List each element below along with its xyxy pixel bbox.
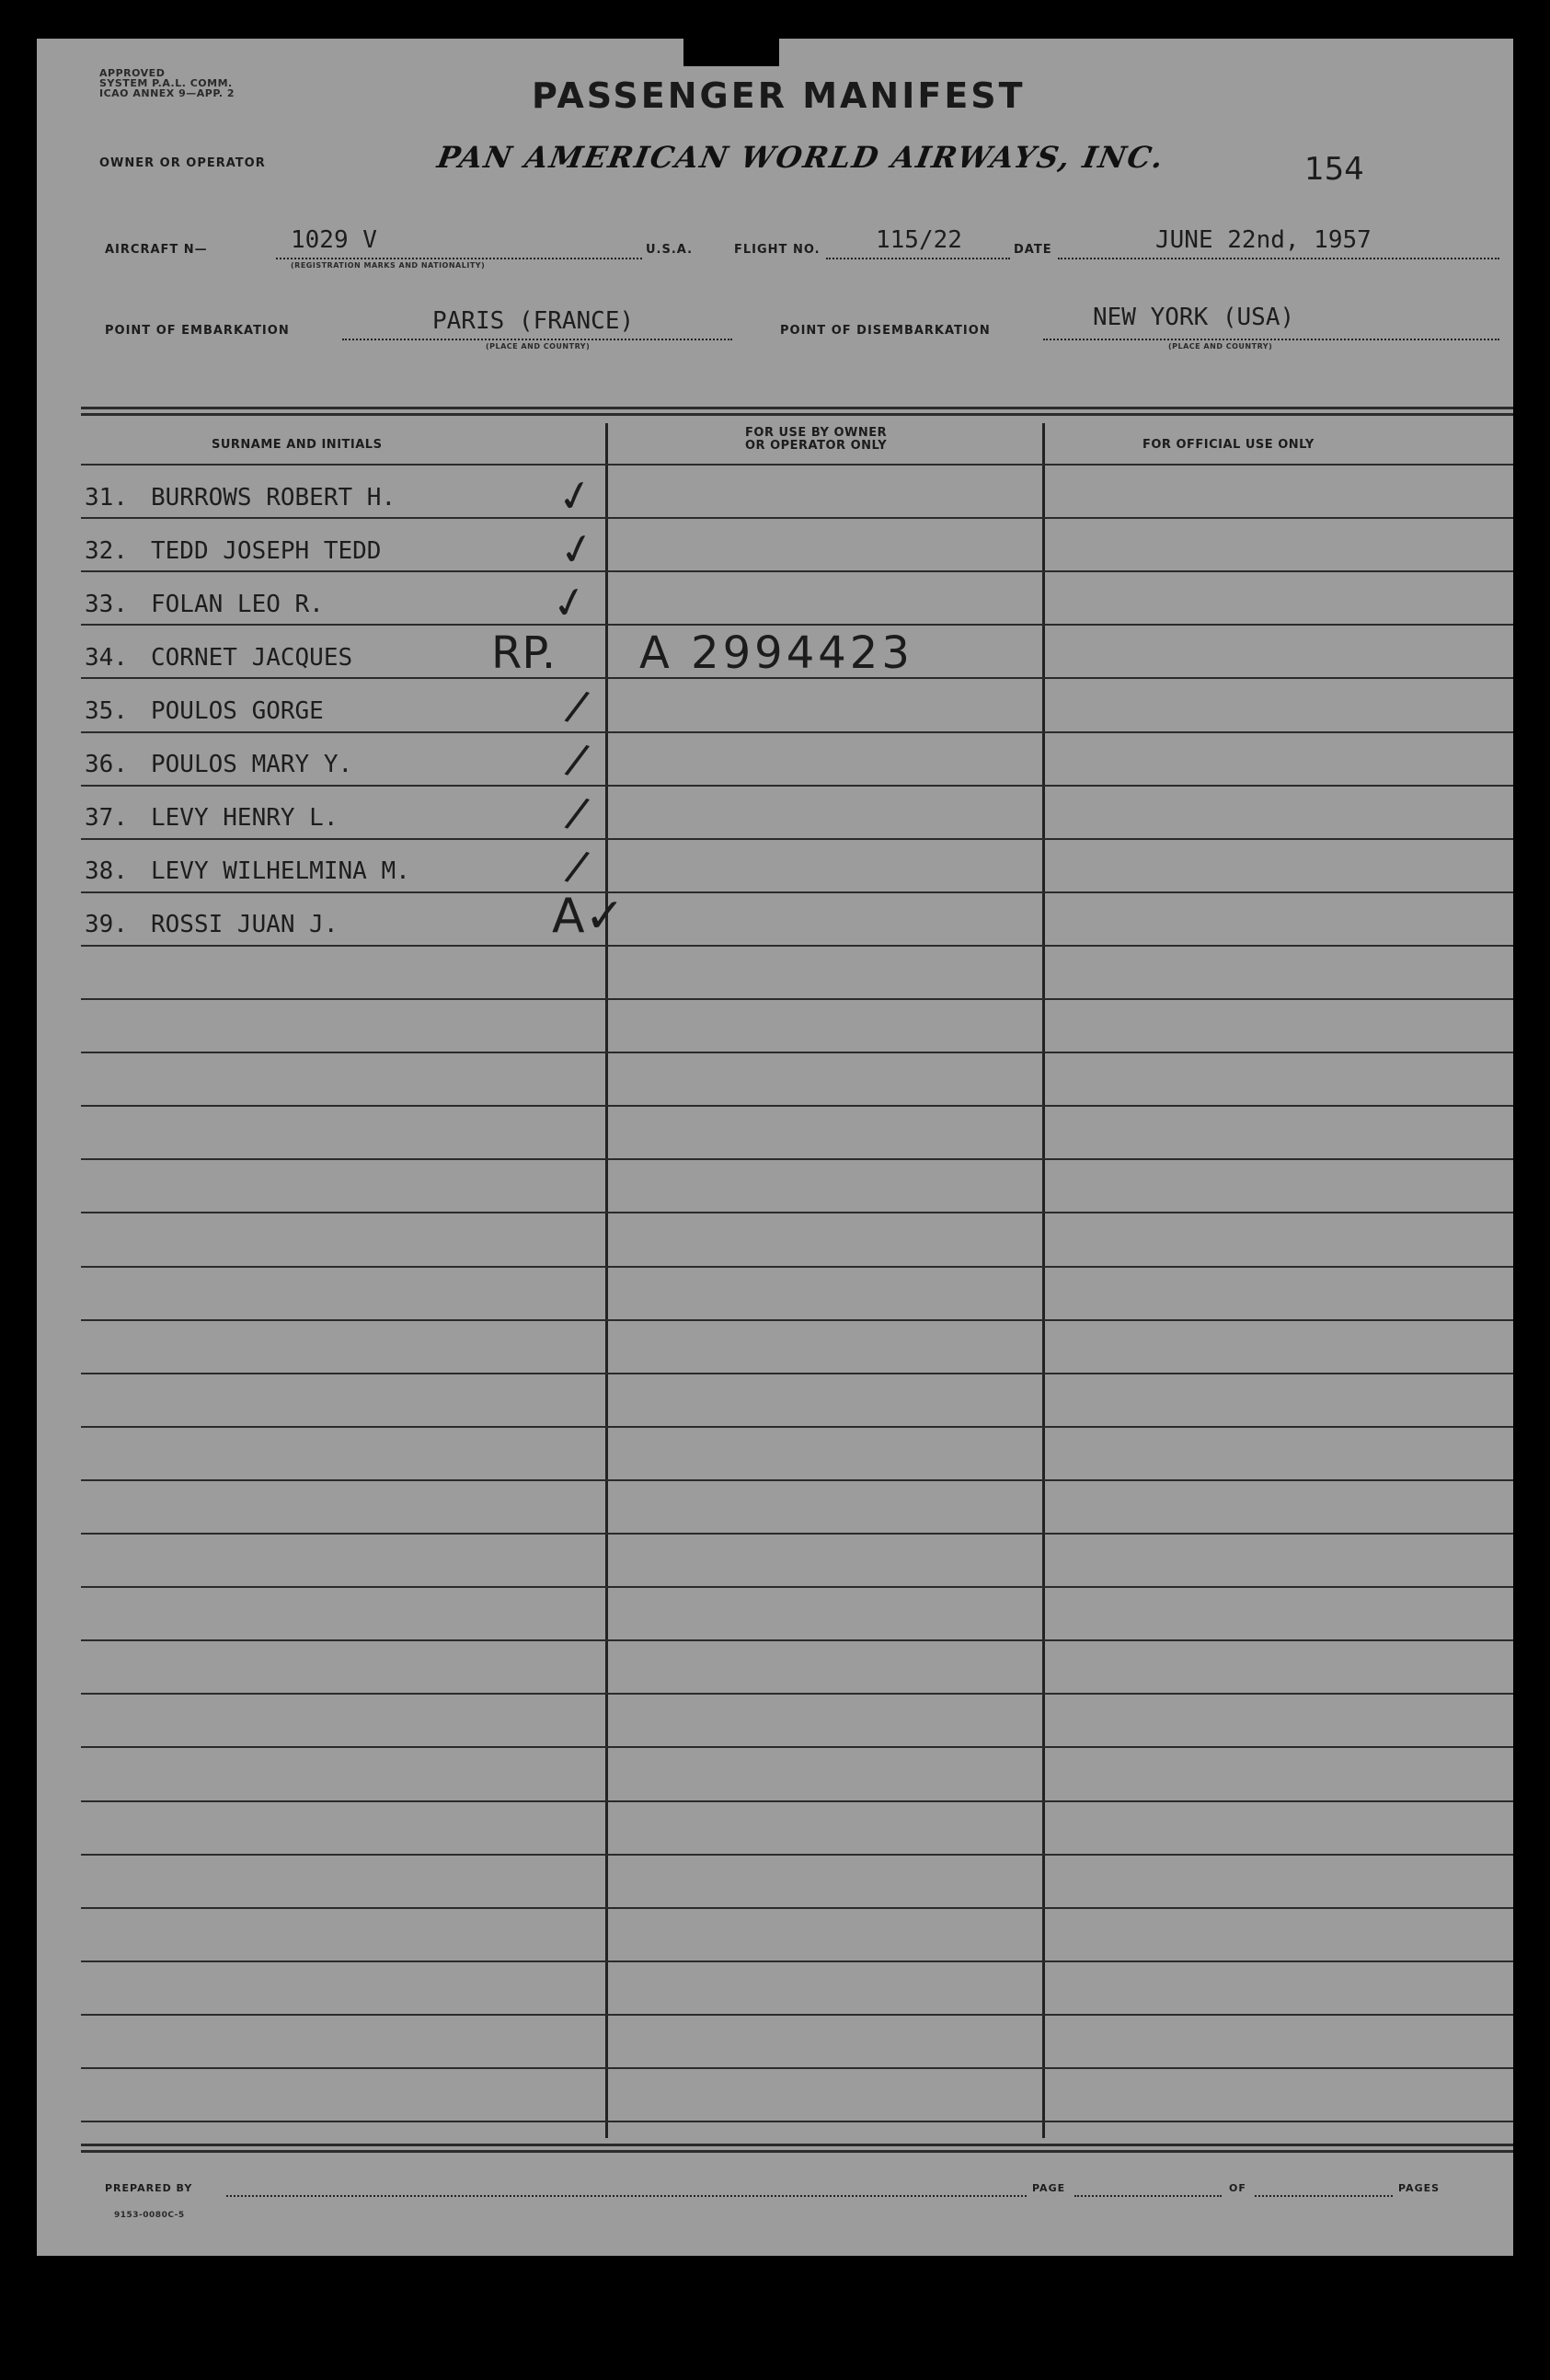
footer-rule-bottom	[81, 2150, 1513, 2153]
aircraft-label: AIRCRAFT N—	[105, 243, 208, 257]
check-mark: ✓	[546, 574, 592, 631]
ruled-line	[81, 2014, 1513, 2016]
prepared-by-label: PREPARED BY	[105, 2182, 193, 2194]
aircraft-underline	[276, 258, 642, 259]
ruled-line	[81, 517, 1513, 519]
aircraft-value: 1029 V	[291, 226, 377, 254]
passenger-number: 31.	[85, 484, 128, 512]
ruled-line	[81, 1746, 1513, 1748]
flight-underline	[826, 258, 1010, 259]
ruled-line	[81, 998, 1513, 1000]
ruled-line	[81, 2067, 1513, 2069]
passenger-number: 33.	[85, 591, 128, 618]
embark-value: PARIS (FRANCE)	[432, 307, 635, 335]
ruled-line	[81, 624, 1513, 626]
ruled-line	[81, 1639, 1513, 1641]
col-surname-header: SURNAME AND INITIALS	[212, 438, 383, 452]
tick-mark: /	[562, 786, 593, 839]
check-mark: ✓	[552, 467, 598, 524]
approval-line: APPROVED	[99, 67, 166, 79]
header-rule-top	[81, 407, 1513, 409]
pages-label: PAGES	[1398, 2182, 1441, 2194]
passenger-number: 32.	[85, 537, 128, 565]
handwritten-initials: A✓	[552, 889, 626, 944]
ruled-line	[81, 570, 1513, 572]
col-official-header: FOR OFFICIAL USE ONLY	[1142, 438, 1315, 452]
aircraft-sublabel: (REGISTRATION MARKS AND NATIONALITY)	[291, 261, 486, 270]
ruled-line	[81, 1266, 1513, 1268]
ruled-line	[81, 945, 1513, 947]
col-owner-header-line: FOR USE BY OWNER	[745, 426, 888, 440]
page-label: PAGE	[1032, 2182, 1066, 2194]
passenger-number: 38.	[85, 857, 128, 885]
page-title: PASSENGER MANIFEST	[532, 75, 1026, 116]
ruled-line	[81, 2121, 1513, 2122]
owner-label: OWNER OR OPERATOR	[99, 156, 266, 170]
ruled-line	[81, 1426, 1513, 1428]
disembark-sublabel: (PLACE AND COUNTRY)	[1168, 342, 1273, 351]
ruled-line	[81, 1693, 1513, 1695]
approval-line: SYSTEM P.A.L. COMM.	[99, 77, 233, 89]
ruled-line	[81, 1373, 1513, 1374]
ruled-line	[81, 731, 1513, 733]
manifest-sheet	[37, 39, 1513, 2256]
page-number-handwritten: 154	[1304, 151, 1364, 188]
ruled-line	[81, 1586, 1513, 1588]
owner-value: PAN AMERICAN WORLD AIRWAYS, INC.	[434, 140, 1168, 175]
embark-underline	[342, 339, 732, 340]
passenger-name: ROSSI JUAN J.	[151, 911, 339, 938]
disembark-value: NEW YORK (USA)	[1093, 304, 1295, 331]
handwritten-annotation: A 2994423	[639, 627, 913, 679]
tick-mark: /	[562, 679, 593, 732]
column-divider-1	[605, 423, 608, 2138]
date-label: DATE	[1014, 243, 1052, 257]
prepared-by-underline	[226, 2195, 1027, 2197]
ruled-line	[81, 838, 1513, 840]
col-owner-header-line: OR OPERATOR ONLY	[745, 439, 888, 453]
passenger-name: FOLAN LEO R.	[151, 591, 324, 618]
passenger-number: 34.	[85, 644, 128, 672]
ruled-line	[81, 1960, 1513, 1962]
col-owner-header	[745, 427, 887, 453]
passenger-name: LEVY WILHELMINA M.	[151, 857, 410, 885]
form-number: 9153-0080C-5	[114, 2211, 185, 2220]
tick-mark: /	[562, 839, 593, 892]
of-underline	[1255, 2195, 1393, 2197]
passenger-name: POULOS GORGE	[151, 697, 324, 725]
ruled-line	[81, 464, 1513, 466]
page-underline	[1074, 2195, 1222, 2197]
passenger-number: 36.	[85, 751, 128, 778]
ruled-line	[81, 1052, 1513, 1053]
flight-value: 115/22	[876, 226, 962, 254]
check-mark: ✓	[554, 521, 600, 578]
disembark-underline	[1043, 339, 1499, 340]
passenger-name: CORNET JACQUES	[151, 644, 353, 672]
embark-label: POINT OF EMBARKATION	[105, 324, 290, 338]
date-underline	[1058, 258, 1499, 259]
ruled-line	[81, 1800, 1513, 1802]
approval-line: ICAO ANNEX 9—APP. 2	[99, 87, 235, 99]
ruled-line	[81, 785, 1513, 787]
passenger-name: TEDD JOSEPH TEDD	[151, 537, 382, 565]
disembark-label: POINT OF DISEMBARKATION	[780, 324, 991, 338]
ruled-line	[81, 1479, 1513, 1481]
ruled-line	[81, 1105, 1513, 1107]
embark-sublabel: (PLACE AND COUNTRY)	[486, 342, 591, 351]
ruled-line	[81, 1533, 1513, 1535]
handwritten-initials: RP.	[491, 627, 557, 679]
passenger-number: 37.	[85, 804, 128, 832]
tick-mark: /	[562, 732, 593, 786]
passenger-number: 39.	[85, 911, 128, 938]
passenger-name: BURROWS ROBERT H.	[151, 484, 396, 512]
approval-block	[99, 68, 235, 98]
usa-label: U.S.A.	[646, 243, 694, 257]
passenger-name: LEVY HENRY L.	[151, 804, 339, 832]
ruled-line	[81, 1854, 1513, 1856]
of-label: OF	[1229, 2182, 1246, 2194]
column-divider-2	[1042, 423, 1045, 2138]
ruled-line	[81, 891, 1513, 893]
date-value: JUNE 22nd, 1957	[1155, 226, 1372, 254]
ruled-line	[81, 1212, 1513, 1213]
passenger-number: 35.	[85, 697, 128, 725]
header-rule-bottom	[81, 413, 1513, 416]
ruled-line	[81, 1158, 1513, 1160]
footer-rule-top	[81, 2144, 1513, 2146]
passenger-name: POULOS MARY Y.	[151, 751, 353, 778]
ruled-line	[81, 1907, 1513, 1909]
flight-label: FLIGHT NO.	[734, 243, 821, 257]
staple-shadow	[683, 39, 779, 66]
ruled-line	[81, 1319, 1513, 1321]
